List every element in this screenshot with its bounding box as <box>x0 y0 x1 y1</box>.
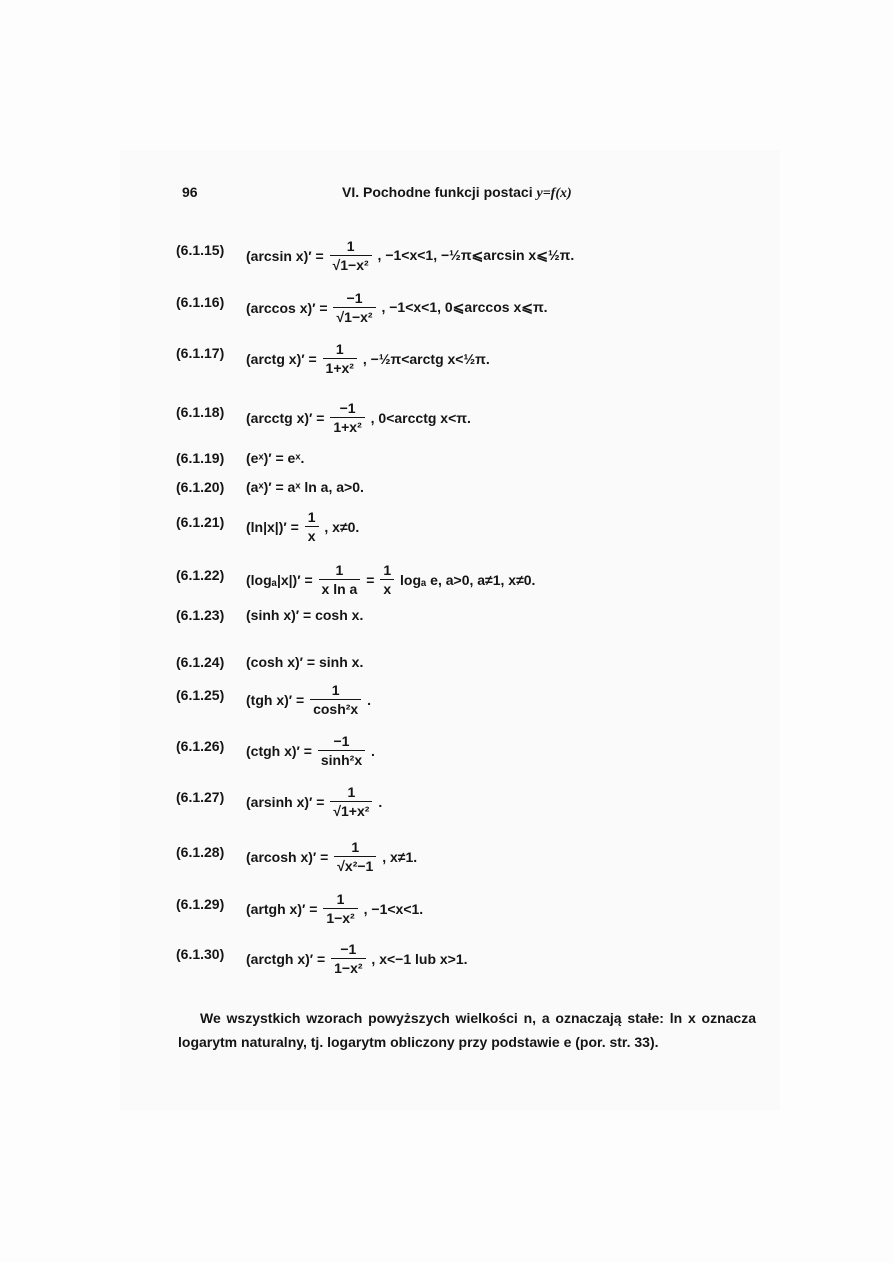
equation-number: (6.1.21) <box>176 514 225 530</box>
equation-lhs: (ctgh x)′ = <box>246 742 312 759</box>
equation-condition: , x<−1 lub x>1. <box>371 950 468 967</box>
equation-condition: , −1<x<1, 0⩽arccos x⩽π. <box>381 299 548 315</box>
explanatory-paragraph: We wszystkich wzorach powyższych wielkości n, a oznaczają stałe: ln x oznacza logarytm naturalny, tj. logarytm obliczony przy podstawie e (por. str. 33). <box>178 1010 756 1050</box>
numerator-2: 1 <box>383 562 392 578</box>
fraction <box>330 238 372 273</box>
numerator: 1 <box>346 238 355 254</box>
denominator: 1+x² <box>330 417 364 435</box>
running-head-text: VI. Pochodne funkcji postaci <box>342 184 537 200</box>
equation-body <box>246 400 471 435</box>
denominator: x <box>305 526 319 544</box>
fraction-2 <box>380 562 394 597</box>
numerator: 1 <box>335 341 344 357</box>
numerator: 1 <box>331 682 340 698</box>
numerator: −1 <box>346 290 363 306</box>
equation-text: (sinh x)′ = cosh x. <box>246 607 364 623</box>
equation-condition: , −1<x<1, −½π⩽arcsin x⩽½π. <box>377 247 575 263</box>
denominator: √x²−1 <box>334 856 376 874</box>
equation-body <box>246 891 423 926</box>
equation-lhs: (arccos x)′ = <box>246 299 328 316</box>
equation-body <box>246 238 574 273</box>
numerator: 1 <box>347 784 356 800</box>
denominator: √1−x² <box>333 307 375 325</box>
equation-body <box>246 562 535 597</box>
equation-condition: , −1<x<1. <box>363 900 424 917</box>
fraction <box>333 290 375 325</box>
equation-text: (eˣ)′ = eˣ. <box>246 450 305 466</box>
equation-lhs: (ln|x|)′ = <box>246 518 299 535</box>
numerator: −1 <box>340 941 357 957</box>
equation-lhs: (arctgh x)′ = <box>246 950 326 967</box>
numerator: −1 <box>333 733 350 749</box>
equation-lhs: (arsinh x)′ = <box>246 793 325 810</box>
equation-number: (6.1.19) <box>176 450 225 466</box>
equation-number: (6.1.29) <box>176 896 225 912</box>
fraction <box>323 341 357 376</box>
equation-number: (6.1.25) <box>176 687 225 703</box>
equation-lhs: (arcctg x)′ = <box>246 409 325 426</box>
equation-body <box>246 509 359 544</box>
fraction <box>310 682 361 717</box>
equation-condition: . <box>371 742 375 759</box>
fraction <box>318 733 365 768</box>
equation-number: (6.1.15) <box>176 242 225 258</box>
equation-number: (6.1.30) <box>176 946 225 962</box>
page-header <box>182 184 760 206</box>
equation-number: (6.1.16) <box>176 294 225 310</box>
equation-body <box>246 682 371 717</box>
numerator: 1 <box>307 509 316 525</box>
denominator: sinh²x <box>318 750 365 768</box>
equation-body <box>246 341 490 376</box>
numerator: 1 <box>351 839 360 855</box>
denominator: √1+x² <box>330 801 372 819</box>
equation-text: (aˣ)′ = aˣ ln a, a>0. <box>246 479 364 495</box>
equation-text: (cosh x)′ = sinh x. <box>246 654 364 670</box>
equation-lhs: (arcosh x)′ = <box>246 848 329 865</box>
denominator: cosh²x <box>310 699 361 717</box>
equation-condition: . <box>367 691 371 708</box>
fraction <box>331 941 365 976</box>
equation-number: (6.1.22) <box>176 567 225 583</box>
equation-condition: logₐ e, a>0, a≠1, x≠0. <box>400 571 536 588</box>
equation-number: (6.1.24) <box>176 654 225 670</box>
equation-condition: , x≠1. <box>382 848 418 865</box>
equation-body <box>246 290 548 325</box>
fraction <box>323 891 357 926</box>
numerator: −1 <box>339 400 356 416</box>
running-head-math: y=f(x) <box>536 186 572 201</box>
equation-condition: , −½π<arctg x<½π. <box>362 350 490 367</box>
equation-number: (6.1.27) <box>176 789 225 805</box>
denominator: 1−x² <box>323 908 357 926</box>
equation-lhs: (arcsin x)′ = <box>246 247 324 264</box>
fraction <box>305 509 319 544</box>
equation-body <box>246 941 468 976</box>
numerator: 1 <box>336 891 345 907</box>
equation-number: (6.1.28) <box>176 844 225 860</box>
equation-body <box>246 733 375 768</box>
denominator: x ln a <box>319 579 361 597</box>
equation-lhs: (arctg x)′ = <box>246 350 317 367</box>
denominator-2: x <box>380 579 394 597</box>
equation-lhs: (artgh x)′ = <box>246 900 318 917</box>
equals-sign: = <box>366 571 375 588</box>
equation-condition: . <box>378 793 383 810</box>
equation-lhs: (tgh x)′ = <box>246 691 305 708</box>
equation-lhs: (logₐ|x|)′ = <box>246 571 313 588</box>
denominator: √1−x² <box>330 255 372 273</box>
running-head <box>342 184 572 202</box>
denominator: 1−x² <box>331 958 365 976</box>
equation-number: (6.1.23) <box>176 607 225 623</box>
fraction <box>334 839 376 874</box>
fraction <box>330 400 364 435</box>
equation-condition: , 0<arcctg x<π. <box>370 409 471 426</box>
fraction <box>319 562 361 597</box>
equation-body <box>246 784 382 819</box>
equation-condition: , x≠0. <box>324 518 360 535</box>
equation-number: (6.1.26) <box>176 738 225 754</box>
equation-number: (6.1.17) <box>176 345 225 361</box>
equation-number: (6.1.20) <box>176 479 225 495</box>
page-number: 96 <box>182 184 198 200</box>
numerator: 1 <box>335 562 344 578</box>
equation-number: (6.1.18) <box>176 404 225 420</box>
equation-body <box>246 839 417 874</box>
fraction <box>330 784 372 819</box>
denominator: 1+x² <box>323 358 357 376</box>
